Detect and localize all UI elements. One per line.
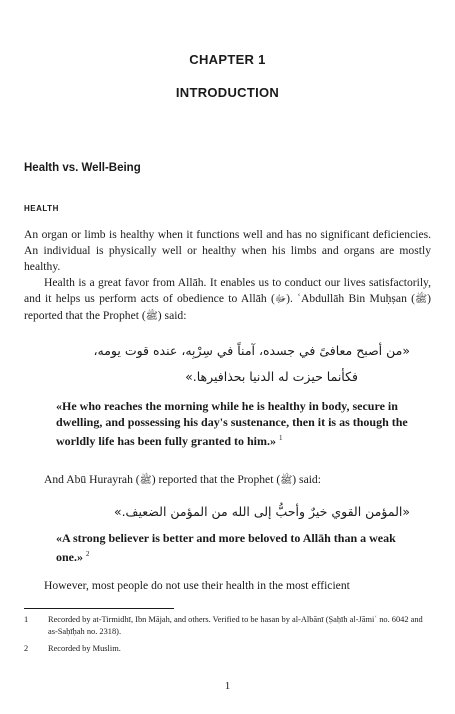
- footnote-2-text: Recorded by Muslim.: [48, 644, 121, 653]
- footnote-2: [24, 643, 431, 655]
- chapter-number: CHAPTER 1: [189, 52, 266, 67]
- paragraph-2-text-a: Health is a great favor from Allāh. It enables us to conduct our lives satisfactorily, and it helps us perform acts of obedience to Allāh (: [24, 276, 431, 305]
- paragraph-3-text-c: ) said:: [292, 473, 321, 486]
- footnote-ref-2: 2: [86, 550, 90, 558]
- paragraph-1: An organ or limb is healthy when it functions well and has no significant deficiencies. An individual is physically well or healthy when his limbs and organs are mostly healthy.: [24, 228, 431, 273]
- paragraph-3-text-a: And Abū Hurayrah (: [44, 473, 140, 486]
- paragraph-2-text-c: ) reported that the Prophet (: [24, 292, 431, 322]
- footnote-1-text: Recorded by at-Tirmidhī, Ibn Mājah, and others. Verified to be hasan by al-Albānī (Ṣaḥīh al-Jāmiʿ no. 6042 and as-Saḥīḥah no. 2318).: [48, 615, 423, 636]
- paragraph-2-text-b: ). ʿAbdullāh Bin Muḥṣan (: [286, 292, 416, 305]
- section-heading: Health vs. Well-Being: [24, 162, 141, 174]
- footnote-2-number: 2: [24, 644, 29, 653]
- footnote-1: [24, 614, 431, 638]
- footnote-divider: [24, 608, 174, 609]
- paragraph-3-text-b: ) reported that the Prophet (: [151, 473, 281, 486]
- hadith-2-arabic: «المؤمن القوي خيرٌ وأحبُّ إلى الله من المؤمن الضعيف.»: [113, 504, 410, 519]
- hadith-1-translation-text: «He who reaches the morning while he is healthy in body, secure in dwelling, and possessing his day's sustenance, then it is as though the worldly life has been fully granted to him.»: [56, 399, 408, 448]
- footnote-1-number: 1: [24, 615, 29, 624]
- paragraph-4: However, most people do not use their health in the most efficient: [44, 579, 350, 592]
- hadith-2-translation: [56, 530, 421, 565]
- chapter-title: INTRODUCTION: [175, 85, 280, 100]
- hadith-1-translation: [56, 398, 421, 449]
- hadith-1-arabic-line-2: فكأنما حيزت له الدنيا بحذافيرها.»: [185, 369, 358, 384]
- hadith-2-translation-text: «A strong believer is better and more beloved to Allāh than a weak one.»: [56, 531, 396, 564]
- subsection-heading: HEALTH: [24, 204, 59, 213]
- page-number: 1: [224, 680, 231, 692]
- salutation-symbol-1: ﷻ: [274, 294, 287, 305]
- salutation-symbol-5: ﷺ: [280, 475, 293, 486]
- paragraph-2: [24, 275, 431, 325]
- paragraph-3: [24, 472, 431, 489]
- salutation-symbol-4: ﷺ: [139, 475, 152, 486]
- salutation-symbol-3: ﷺ: [145, 311, 158, 322]
- hadith-1-arabic-line-1: «من أصبح معافىً في جسده، آمناً في سِرْبِه، عنده قوت يومه،: [93, 343, 410, 358]
- salutation-symbol-2: ﷺ: [415, 294, 428, 305]
- paragraph-2-text-d: ) said:: [157, 309, 187, 322]
- footnote-ref-1: 1: [279, 434, 283, 442]
